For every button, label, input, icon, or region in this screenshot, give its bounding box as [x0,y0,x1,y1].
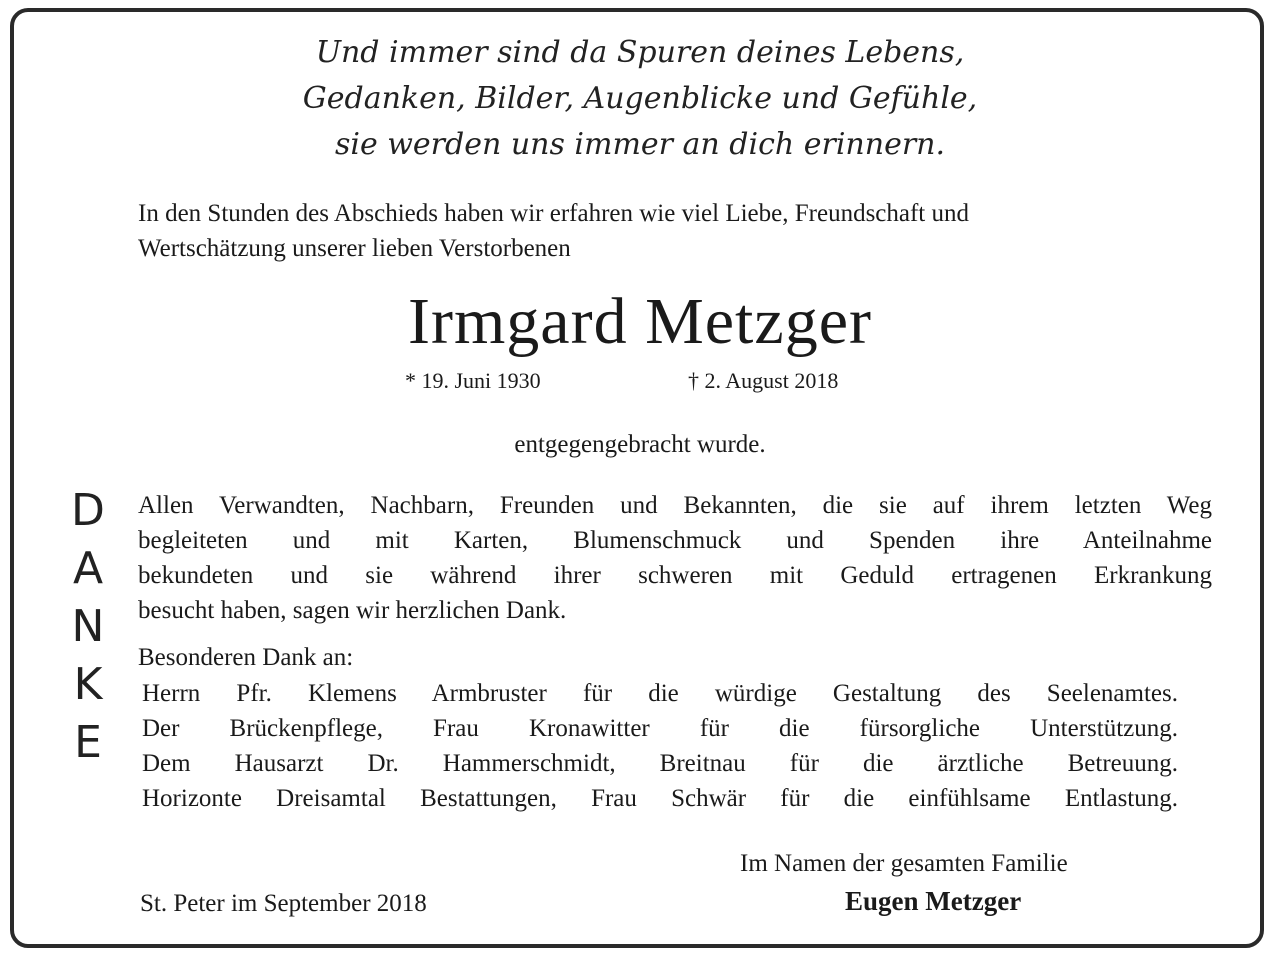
birth-date: * 19. Juni 1930 [405,368,541,393]
special-thanks-item: Der Brückenpflege, Frau Kronawitter für die fürsorgliche Unterstützung. [142,715,1178,742]
special-thanks-item: Dem Hausarzt Dr. Hammerschmidt, Breitnau für die ärztliche Betreuung. [142,750,1178,777]
special-thanks-heading: Besonderen Dank an: [138,644,354,671]
thanks-line: besucht haben, sagen wir herzlichen Dank. [138,597,567,624]
danke-vertical [62,482,114,772]
intro-line: Wertschätzung unserer lieben Verstorbenen [138,235,571,262]
danke-letter: D [71,485,105,536]
death-date: † 2. August 2018 [688,368,839,393]
signer-name: Eugen Metzger [845,886,1022,916]
deceased-name: Irmgard Metzger [408,285,872,358]
special-thanks-item: Horizonte Dreisamtal Bestattungen, Frau Schwär für die einfühlsame Entlastung. [142,785,1178,812]
poem-line: Und immer sind da Spuren deines Lebens, [315,35,965,70]
poem-line: Gedanken, Bilder, Augenblicke und Gefühle, [302,81,978,116]
thanks-paragraph [138,488,1212,628]
danke-letter: N [71,601,105,652]
special-thanks-item: Herrn Pfr. Klemens Armbruster für die würdige Gestaltung des Seelenamtes. [142,680,1178,707]
intro-text [138,196,969,266]
place-date: St. Peter im September 2018 [140,890,427,917]
danke-letter: A [72,543,104,594]
danke-letter: K [73,659,103,710]
family-line: Im Namen der gesamten Familie [740,850,1068,877]
intro-line: In den Stunden des Abschieds haben wir erfahren wie viel Liebe, Freundschaft und [138,200,970,227]
poem [0,30,1280,168]
brought-text: entgegengebracht wurde. [514,431,766,458]
danke-letter: E [74,717,102,768]
thanks-line: begleiteten und mit Karten, Blumenschmuck und Spenden ihre Anteilnahme [138,527,1212,554]
poem-line: sie werden uns immer an dich erinnern. [334,127,946,162]
thanks-line: Allen Verwandten, Nachbarn, Freunden und Bekannten, die sie auf ihrem letzten Weg [138,492,1212,519]
thanks-line: bekundeten und sie während ihrer schweren mit Geduld ertragenen Erkrankung [138,562,1212,589]
special-thanks-list [142,676,1178,816]
